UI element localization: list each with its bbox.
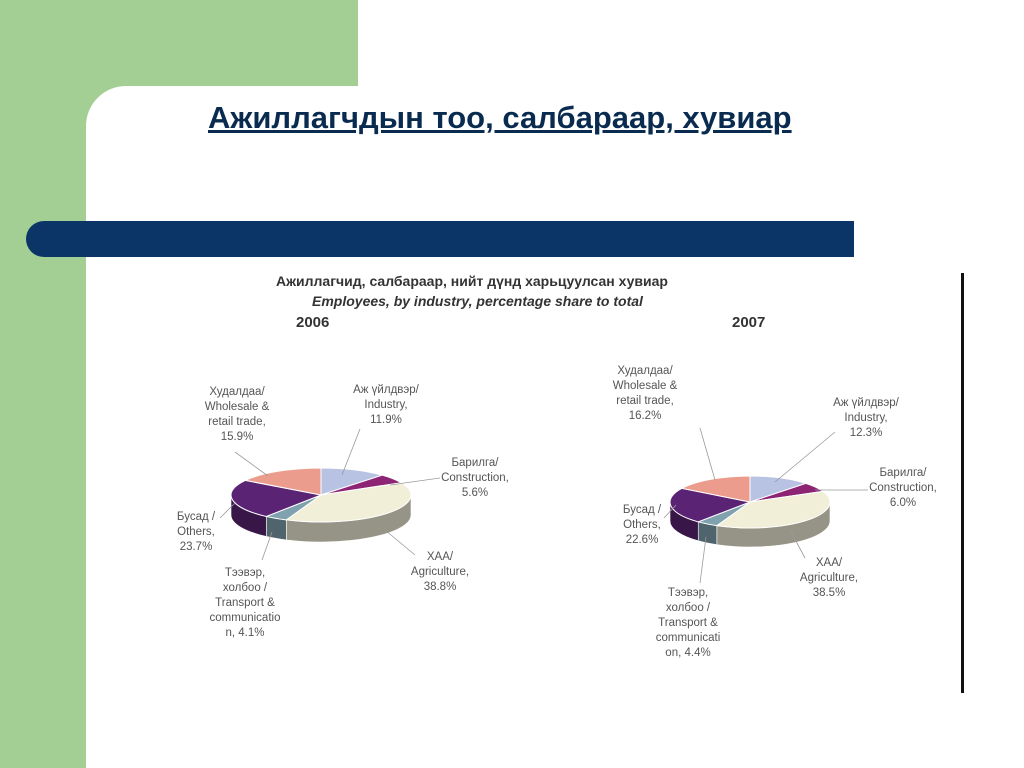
pie-chart-2006 — [177, 384, 509, 639]
slice-label: Аж үйлдвэр/ Industry, 12.3% — [833, 397, 899, 439]
slide-title: Ажиллагчдын тоо, салбараар, хувиар — [208, 100, 792, 135]
slice-label: Барилга/ Construction, 5.6% — [441, 457, 509, 499]
leader-line — [700, 537, 706, 583]
chart-year-2006: 2006 — [296, 314, 330, 331]
figure-title-en: Employees, by industry, percentage share to total — [312, 293, 643, 309]
slice-label: Худалдаа/ Wholesale & retail trade, 15.9% — [204, 386, 270, 443]
slice-label: Бусад / Others, 23.7% — [176, 511, 216, 553]
slice-label: ХАА/ Agriculture, 38.5% — [799, 557, 859, 599]
slice-label: Тээвэр, холбоо / Transport & communicati on, 4.4% — [655, 587, 721, 659]
pie-chart-2007 — [613, 365, 937, 659]
slice-label: Бусад / Others, 22.6% — [622, 504, 662, 546]
leader-line — [235, 452, 268, 476]
leader-line — [700, 428, 715, 480]
leader-line — [385, 530, 415, 555]
slice-label: ХАА/ Agriculture, 38.8% — [410, 551, 470, 593]
leader-line — [775, 432, 835, 482]
slice-label: Тээвэр, холбоо / Transport & communicatio n, 4.1% — [209, 567, 281, 639]
slice-label: Худалдаа/ Wholesale & retail trade, 16.2% — [612, 365, 678, 422]
slice-label: Барилга/ Construction, 6.0% — [869, 467, 937, 509]
leader-line — [342, 429, 360, 475]
chart-year-2007: 2007 — [732, 314, 766, 331]
figure-title-mn: Ажиллагчид, салбараар, нийт дүнд харьцуулсан хувиар — [276, 273, 668, 289]
slice-label: Аж үйлдвэр/ Industry, 11.9% — [353, 384, 419, 426]
